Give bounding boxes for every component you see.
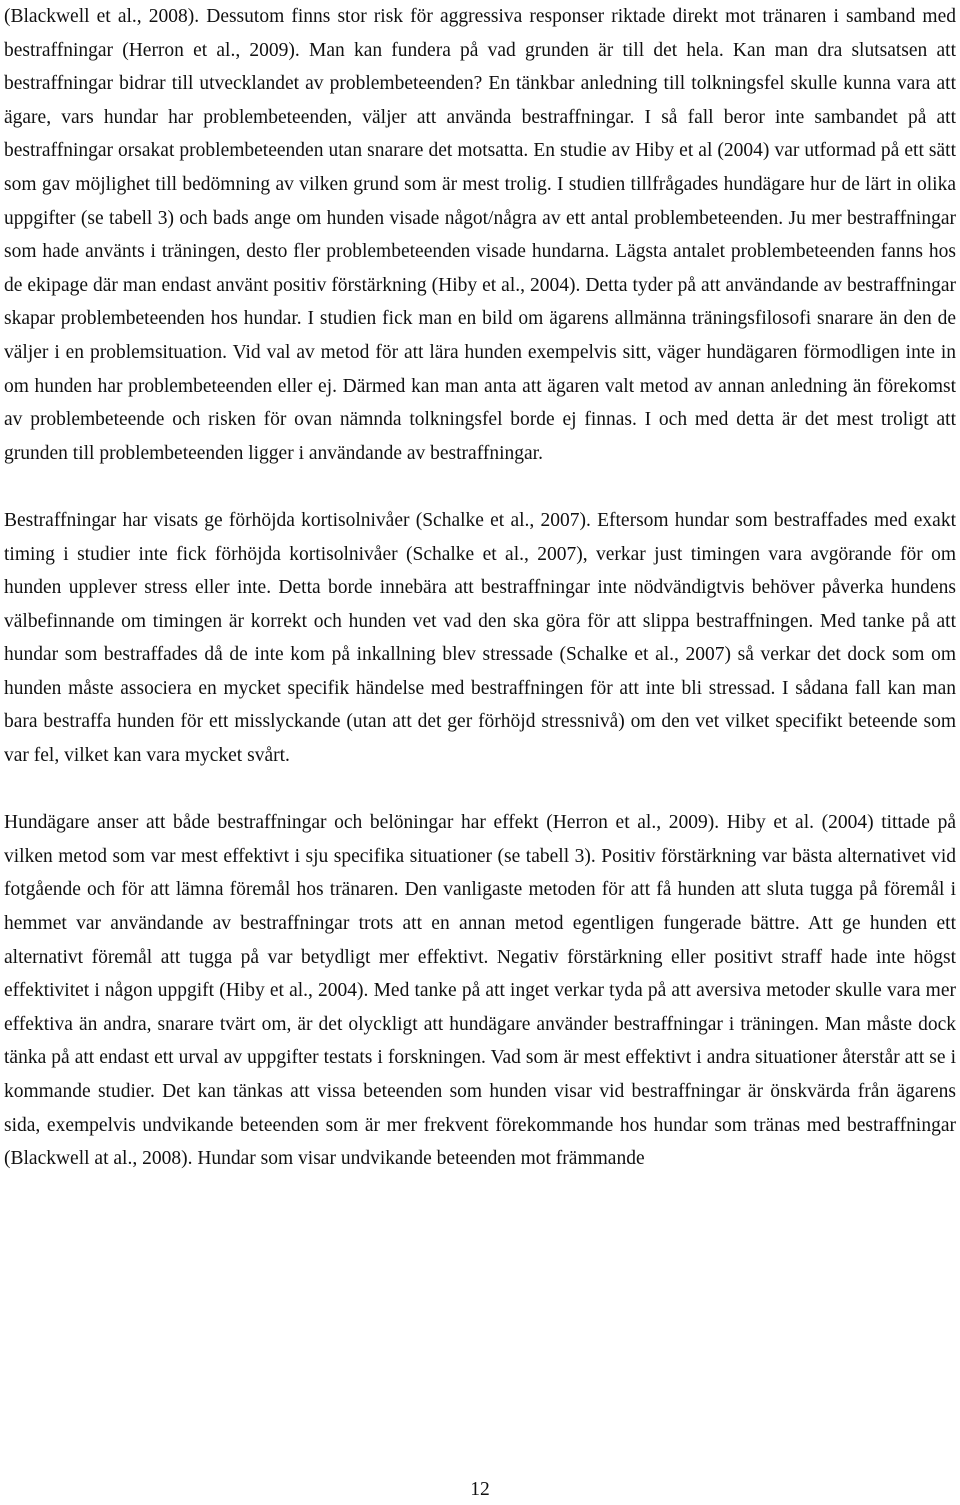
paragraph-2: Bestraffningar har visats ge förhöjda kortisolnivåer (Schalke et al., 2007). Eftersom hundar som bestraffades med exakt timing i studier inte fick förhöjda kortisolnivåer (Schalke et al., 2007), verkar just timingen vara avgörande för om hunden upplever stress eller inte. Detta borde innebära att bestraffningar inte nödvändigtvis behöver påverka hundens välbefinnande om timingen är korrekt och hunden vet vad den ska göra för att slippa bestraffningen. Med tanke på att hundar som bestraffades då de inte kom på inkallning blev stressade (Schalke et al., 2007) så verkar det dock som om hunden måste associera en mycket specifik händelse med bestraffningen för att inte bli stressad. I sådana fall kan man bara bestraffa hunden för ett misslyckande (utan att det ger förhöjd stressnivå) om den vet vilket specifikt beteende som var fel, vilket kan vara mycket svårt. [4, 509, 956, 767]
paragraph-3: Hundägare anser att både bestraffningar och belöningar har effekt (Herron et al., 2009). Hiby et al. (2004) tittade på vilken metod som var mest effektivt i sju specifika situationer (se tabell 3). Positiv förstärkning var bästa alternativet vid fotgående och för att lämna föremål hos tränaren. Den vanligaste metoden för att få hunden att sluta tugga på föremål i hemmet var användande av bestraffningar trots att en annan metod egentligen fungerade bättre. Att ge hunden ett alternativt föremål att tugga på var betydligt mer effektivt. Negativ förstärkning eller positivt straff hade inte högst effektivitet i någon uppgift (Hiby et al., 2004). Med tanke på att inget verkar tyda på att aversiva metoder skulle vara mer effektiva än andra, snarare tvärt om, är det olyckligt att hundägare använder bestraffningar i träningen. Man måste dock tänka på att endast ett urval av uppgifter testats i forskningen. Vad som är mest effektivt i andra situationer återstår att se i kommande studier. Det kan tänkas att vissa beteenden som hunden visar vid bestraffningar är önskvärda från ägarens sida, exempelvis undvikande beteenden som är mer frekvent förekommande hos hundar som tränas med bestraffningar (Blackwell at al., 2008). Hundar som visar undvikande beteenden mot främmande [4, 812, 956, 1170]
document-page [4, 0, 956, 1176]
paragraph-1: (Blackwell et al., 2008). Dessutom finns stor risk för aggressiva responser riktade direkt mot tränaren i samband med bestraffningar (Herron et al., 2009). Man kan fundera på vad grunden är till det hela. Kan man dra slutsatsen att bestraffningar bidrar till utvecklandet av problembeteenden? En tänkbar anledning till tolkningsfel skulle kunna vara att ägare, vars hundar har problembeteenden, väljer att använda bestraffningar. I så fall beror inte sambandet på att bestraffningar orsakat problembeteenden utan snarare det motsatta. En studie av Hiby et al (2004) var utformad på ett sätt som gav möjlighet till bedömning av vilken grund som är mest trolig. I studien tillfrågades hundägare hur de lärt in olika uppgifter (se tabell 3) och bads ange om hunden visade något/några av ett antal problembeteenden. Ju mer bestraffningar som hade använts i träningen, desto fler problembeteenden visade hundarna. Lägsta antalet problembeteenden fanns hos de ekipage där man endast använt positiv förstärkning (Hiby et al., 2004). Detta tyder på att användande av bestraffningar skapar problembeteenden hos hundar. I studien fick man en bild om ägarens allmänna träningsfilosofi snarare än den de väljer i en problemsituation. Vid val av metod för att lära hunden exempelvis sitt, väger hundägaren förmodligen inte in om hunden har problembeteenden eller ej. Därmed kan man anta att ägaren valt metod av annan anledning än förekomst av problembeteende och risken för ovan nämnda tolkningsfel borde ej finnas. I och med detta är det mest troligt att grunden till problembeteenden ligger i användande av bestraffningar. [4, 6, 956, 464]
page-number: 12 [470, 1479, 490, 1500]
